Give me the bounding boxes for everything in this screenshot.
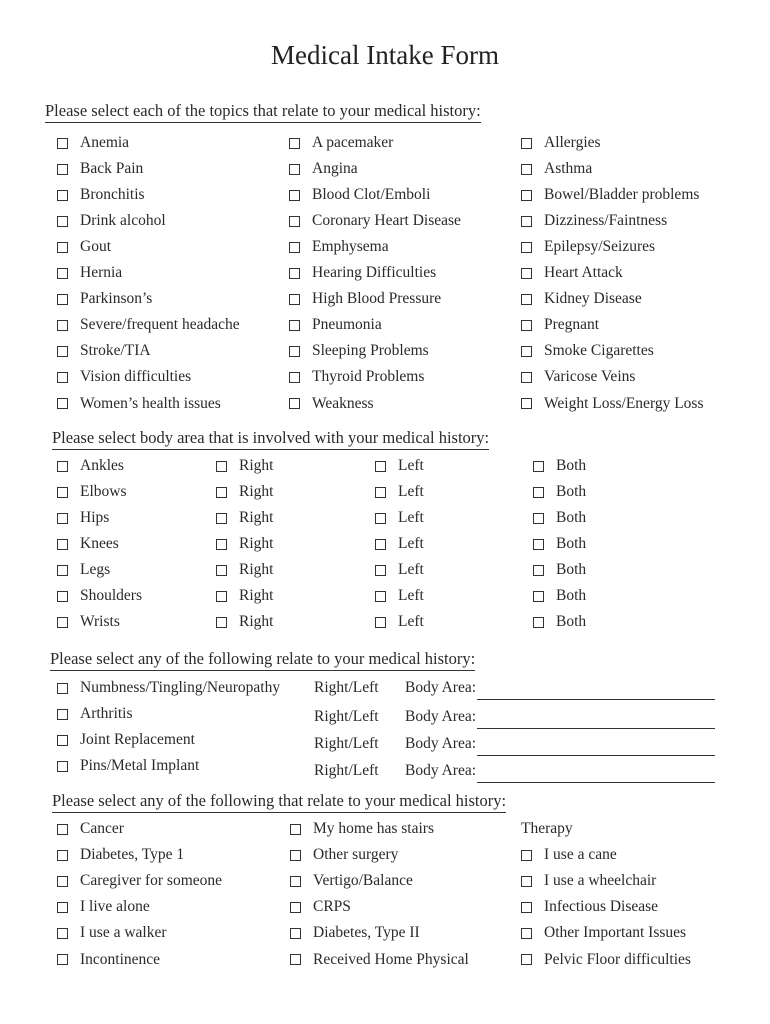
- topic-weight-loss-energy-loss[interactable]: [521, 392, 703, 416]
- checkbox[interactable]: [289, 190, 300, 201]
- checkbox[interactable]: [521, 242, 532, 253]
- area-ankles-right[interactable]: [216, 454, 273, 478]
- checkbox[interactable]: [521, 876, 532, 887]
- option-label: Joint Replacement: [80, 731, 195, 748]
- checkbox[interactable]: [533, 487, 544, 498]
- body-area-input-line[interactable]: [477, 767, 715, 783]
- other-vertigo-balance[interactable]: [290, 869, 413, 893]
- area-knees[interactable]: [57, 532, 119, 556]
- checkbox[interactable]: [289, 294, 300, 305]
- checkbox[interactable]: [289, 268, 300, 279]
- topic-kidney-disease[interactable]: [521, 287, 642, 311]
- option-label: Vision difficulties: [80, 368, 192, 386]
- area-shoulders-both[interactable]: [533, 584, 586, 608]
- checkbox[interactable]: [521, 372, 532, 383]
- topic-severe-frequent-headache[interactable]: [57, 313, 240, 337]
- checkbox[interactable]: [216, 565, 227, 576]
- option-label: Left: [398, 457, 424, 474]
- section-heading-body-area: Please select body area that is involved with your medical history:: [52, 428, 489, 450]
- condition-row: [0, 676, 770, 700]
- other-caregiver-for-someone[interactable]: [57, 869, 222, 893]
- option-label: Coronary Heart Disease: [312, 212, 461, 230]
- area-elbows-both[interactable]: [533, 480, 586, 504]
- checkbox[interactable]: [521, 268, 532, 279]
- other-i-use-a-walker[interactable]: [57, 921, 167, 945]
- topic-row: [0, 209, 770, 233]
- other-pelvic-floor-difficulties[interactable]: [521, 948, 691, 972]
- topic-sleeping-problems[interactable]: [289, 339, 429, 363]
- option-label: Women’s health issues: [80, 394, 221, 412]
- topic-hearing-difficulties[interactable]: [289, 261, 436, 285]
- checkbox[interactable]: [216, 487, 227, 498]
- option-label: Weakness: [312, 394, 374, 412]
- topic-pregnant[interactable]: [521, 313, 599, 337]
- option-label: Wrists: [80, 613, 120, 630]
- checkbox[interactable]: [533, 565, 544, 576]
- checkbox[interactable]: [375, 539, 386, 550]
- checkbox[interactable]: [290, 824, 301, 835]
- body-area-row: [0, 480, 770, 504]
- checkbox[interactable]: [216, 591, 227, 602]
- other-i-use-a-wheelchair[interactable]: [521, 869, 656, 893]
- topic-gout[interactable]: [57, 235, 111, 259]
- option-label: Arthritis: [80, 705, 133, 722]
- area-wrists-right[interactable]: [216, 610, 273, 634]
- area-elbows[interactable]: [57, 480, 127, 504]
- section-heading-topics: Please select each of the topics that relate to your medical history:: [45, 101, 481, 123]
- checkbox[interactable]: [57, 761, 68, 772]
- topic-weakness[interactable]: [289, 392, 374, 416]
- option-label: I use a wheelchair: [544, 872, 657, 890]
- page-title: Medical Intake Form: [271, 40, 499, 70]
- other-diabetes-type-ii[interactable]: [290, 921, 420, 945]
- option-label: Hips: [80, 509, 110, 526]
- other-row: [0, 869, 770, 893]
- checkbox[interactable]: [521, 138, 532, 149]
- other-row: [0, 895, 770, 919]
- option-label: Numbness/Tingling/Neuropathy: [80, 679, 281, 696]
- checkbox[interactable]: [57, 735, 68, 746]
- option-label: Incontinence: [80, 950, 161, 968]
- body-area-field[interactable]: [405, 732, 715, 756]
- option-label: Thyroid Problems: [312, 368, 425, 386]
- area-hips-both[interactable]: [533, 506, 586, 530]
- topic-row: [0, 157, 770, 181]
- checkbox[interactable]: [289, 398, 300, 409]
- option-label: Cancer: [80, 820, 124, 837]
- topic-row: [0, 365, 770, 389]
- condition-pins-metal-implant[interactable]: [57, 754, 199, 778]
- option-label: Shoulders: [80, 587, 142, 604]
- other-row: [0, 948, 770, 972]
- area-ankles-both[interactable]: [533, 454, 586, 478]
- option-label: Drink alcohol: [80, 212, 166, 230]
- area-hips-right[interactable]: [216, 506, 273, 530]
- topic-women-s-health-issues[interactable]: [57, 392, 221, 416]
- option-label: My home has stairs: [313, 820, 434, 837]
- checkbox[interactable]: [533, 591, 544, 602]
- topic-dizziness-faintness[interactable]: [521, 209, 667, 233]
- option-label: Right: [239, 483, 274, 500]
- checkbox[interactable]: [57, 487, 68, 498]
- option-label: Diabetes, Type 1: [80, 846, 185, 864]
- topic-anemia[interactable]: [57, 131, 129, 155]
- checkbox[interactable]: [57, 138, 68, 149]
- checkbox[interactable]: [57, 591, 68, 602]
- topic-row: [0, 131, 770, 155]
- checkbox[interactable]: [57, 617, 68, 628]
- topic-vision-difficulties[interactable]: [57, 365, 191, 389]
- topic-bronchitis[interactable]: [57, 183, 145, 207]
- body-area-row: [0, 532, 770, 556]
- topic-epilepsy-seizures[interactable]: [521, 235, 655, 259]
- other-row: [0, 817, 770, 841]
- option-label: Other Important Issues: [544, 924, 687, 942]
- option-label: Other surgery: [313, 846, 399, 864]
- checkbox[interactable]: [533, 617, 544, 628]
- option-label: Epilepsy/Seizures: [544, 238, 656, 256]
- checkbox[interactable]: [57, 683, 68, 694]
- topic-drink-alcohol[interactable]: [57, 209, 166, 233]
- checkbox[interactable]: [289, 164, 300, 175]
- option-label: Vertigo/Balance: [313, 872, 413, 890]
- option-label: Legs: [80, 561, 111, 578]
- body-area-row: [0, 584, 770, 608]
- other-my-home-has-stairs[interactable]: [290, 817, 434, 841]
- topic-heart-attack[interactable]: [521, 261, 623, 285]
- checkbox[interactable]: [57, 268, 68, 279]
- option-label: Anemia: [80, 134, 130, 151]
- option-label: Both: [556, 561, 587, 578]
- option-label: High Blood Pressure: [312, 290, 442, 308]
- option-label: Emphysema: [312, 238, 389, 256]
- option-label: Severe/frequent headache: [80, 316, 240, 334]
- topic-parkinson-s[interactable]: [57, 287, 152, 311]
- other-row: [0, 843, 770, 867]
- topic-bowel-bladder-problems[interactable]: [521, 183, 699, 207]
- checkbox[interactable]: [521, 902, 532, 913]
- section-heading-other: Please select any of the following that relate to your medical history:: [52, 791, 506, 813]
- other-received-home-physical[interactable]: [290, 948, 469, 972]
- checkbox[interactable]: [533, 539, 544, 550]
- checkbox[interactable]: [216, 461, 227, 472]
- option-label: Blood Clot/Emboli: [312, 186, 431, 204]
- body-area-row: [0, 610, 770, 634]
- checkbox[interactable]: [290, 954, 301, 965]
- checkbox[interactable]: [521, 954, 532, 965]
- topic-high-blood-pressure[interactable]: [289, 287, 441, 311]
- condition-arthritis[interactable]: [57, 702, 133, 726]
- area-elbows-left[interactable]: [375, 480, 424, 504]
- checkbox[interactable]: [290, 902, 301, 913]
- option-label: Bowel/Bladder problems: [544, 186, 700, 204]
- body-area-row: [0, 558, 770, 582]
- checkbox[interactable]: [375, 513, 386, 524]
- checkbox[interactable]: [57, 539, 68, 550]
- checkbox[interactable]: [57, 461, 68, 472]
- option-label: Asthma: [544, 160, 593, 178]
- topic-coronary-heart-disease[interactable]: [289, 209, 461, 233]
- checkbox[interactable]: [521, 346, 532, 357]
- checkbox[interactable]: [521, 216, 532, 227]
- option-label: Hearing Difficulties: [312, 264, 437, 282]
- checkbox[interactable]: [57, 928, 68, 939]
- checkbox[interactable]: [57, 372, 68, 383]
- side-label: Right/Left: [314, 735, 379, 752]
- topic-asthma[interactable]: [521, 157, 592, 181]
- checkbox[interactable]: [57, 294, 68, 305]
- option-label: Diabetes, Type II: [313, 924, 420, 942]
- topic-pneumonia[interactable]: [289, 313, 382, 337]
- option-label: Right: [239, 457, 274, 474]
- checkbox[interactable]: [375, 487, 386, 498]
- other-cancer[interactable]: [57, 817, 124, 841]
- condition-row: [0, 754, 770, 778]
- option-label: Elbows: [80, 483, 127, 500]
- area-wrists-left[interactable]: [375, 610, 424, 634]
- other-i-live-alone[interactable]: [57, 895, 150, 919]
- checkbox[interactable]: [289, 346, 300, 357]
- option-label: Left: [398, 613, 424, 630]
- option-label: Both: [556, 535, 587, 552]
- option-label: Right: [239, 509, 274, 526]
- checkbox[interactable]: [289, 138, 300, 149]
- checkbox[interactable]: [57, 709, 68, 720]
- other-crps[interactable]: [290, 895, 351, 919]
- checkbox[interactable]: [57, 190, 68, 201]
- checkbox[interactable]: [57, 216, 68, 227]
- condition-row: [0, 728, 770, 752]
- checkbox[interactable]: [57, 513, 68, 524]
- option-label: Right: [239, 561, 274, 578]
- body-area-field[interactable]: [405, 759, 715, 783]
- other-other-important-issues[interactable]: [521, 921, 686, 945]
- area-ankles-left[interactable]: [375, 454, 424, 478]
- other-incontinence[interactable]: [57, 948, 160, 972]
- topic-row: [0, 392, 770, 416]
- area-elbows-right[interactable]: [216, 480, 273, 504]
- body-area-row: [0, 454, 770, 478]
- option-label: Right: [239, 587, 274, 604]
- option-label: Both: [556, 509, 587, 526]
- checkbox[interactable]: [375, 591, 386, 602]
- option-label: Allergies: [544, 134, 601, 151]
- area-shoulders[interactable]: [57, 584, 142, 608]
- option-label: Sleeping Problems: [312, 342, 429, 360]
- checkbox[interactable]: [289, 372, 300, 383]
- checkbox[interactable]: [289, 216, 300, 227]
- checkbox[interactable]: [57, 824, 68, 835]
- topic-row: [0, 313, 770, 337]
- option-label: Back Pain: [80, 160, 144, 178]
- checkbox[interactable]: [216, 539, 227, 550]
- checkbox[interactable]: [57, 954, 68, 965]
- option-label: Angina: [312, 160, 358, 178]
- option-label: Hernia: [80, 264, 123, 282]
- condition-row: [0, 702, 770, 726]
- option-label: Knees: [80, 535, 119, 552]
- option-label: CRPS: [313, 898, 351, 916]
- option-label: Left: [398, 483, 424, 500]
- checkbox[interactable]: [290, 850, 301, 861]
- area-knees-both[interactable]: [533, 532, 586, 556]
- checkbox[interactable]: [290, 876, 301, 887]
- body-area-input-line[interactable]: [477, 713, 715, 729]
- topic-angina[interactable]: [289, 157, 358, 181]
- checkbox[interactable]: [57, 565, 68, 576]
- topic-row: [0, 183, 770, 207]
- section-heading-conditions: Please select any of the following relate to your medical history:: [50, 649, 475, 671]
- option-label: Both: [556, 457, 587, 474]
- area-legs[interactable]: [57, 558, 110, 582]
- topic-hernia[interactable]: [57, 261, 122, 285]
- area-wrists[interactable]: [57, 610, 120, 634]
- option-label: Pins/Metal Implant: [80, 757, 200, 774]
- area-shoulders-left[interactable]: [375, 584, 424, 608]
- option-label: Bronchitis: [80, 186, 145, 204]
- area-wrists-both[interactable]: [533, 610, 586, 634]
- topic-smoke-cigarettes[interactable]: [521, 339, 654, 363]
- checkbox[interactable]: [521, 850, 532, 861]
- topic-row: [0, 287, 770, 311]
- option-label: Parkinson’s: [80, 290, 153, 308]
- checkbox[interactable]: [57, 902, 68, 913]
- other-i-use-a-cane[interactable]: [521, 843, 617, 867]
- other-infectious-disease[interactable]: [521, 895, 658, 919]
- body-area-row: [0, 506, 770, 530]
- checkbox[interactable]: [521, 294, 532, 305]
- checkbox[interactable]: [375, 565, 386, 576]
- option-label: Left: [398, 509, 424, 526]
- area-legs-right[interactable]: [216, 558, 273, 582]
- checkbox[interactable]: [533, 513, 544, 524]
- topic-stroke-tia[interactable]: [57, 339, 151, 363]
- topic-row: [0, 235, 770, 259]
- area-legs-left[interactable]: [375, 558, 424, 582]
- condition-numbness-tingling-neuropathy[interactable]: [57, 676, 280, 700]
- topic-a-pacemaker[interactable]: [289, 131, 393, 155]
- option-label: Gout: [80, 238, 111, 256]
- checkbox[interactable]: [289, 242, 300, 253]
- area-hips-left[interactable]: [375, 506, 424, 530]
- body-area-input-line[interactable]: [477, 684, 715, 700]
- checkbox[interactable]: [57, 164, 68, 175]
- option-label: Smoke Cigarettes: [544, 342, 654, 360]
- option-label: Kidney Disease: [544, 290, 642, 308]
- checkbox[interactable]: [521, 928, 532, 939]
- area-hips[interactable]: [57, 506, 109, 530]
- option-label: A pacemaker: [312, 134, 394, 151]
- other-diabetes-type-1[interactable]: [57, 843, 184, 867]
- area-shoulders-right[interactable]: [216, 584, 273, 608]
- checkbox[interactable]: [289, 320, 300, 331]
- option-label: Left: [398, 561, 424, 578]
- checkbox[interactable]: [216, 513, 227, 524]
- option-label: Received Home Physical: [313, 950, 469, 968]
- option-label: I use a cane: [544, 846, 617, 864]
- checkbox[interactable]: [521, 190, 532, 201]
- body-area-label: Body Area:: [405, 762, 477, 779]
- checkbox[interactable]: [375, 461, 386, 472]
- option-label: Both: [556, 483, 587, 500]
- checkbox[interactable]: [290, 928, 301, 939]
- option-label: Both: [556, 587, 587, 604]
- side-label: Right/Left: [314, 762, 379, 779]
- area-legs-both[interactable]: [533, 558, 586, 582]
- body-area-field[interactable]: [405, 705, 715, 729]
- option-label: Ankles: [80, 457, 124, 474]
- option-label: Caregiver for someone: [80, 872, 223, 890]
- checkbox[interactable]: [521, 398, 532, 409]
- body-area-label: Body Area:: [405, 708, 477, 725]
- topic-allergies[interactable]: [521, 131, 601, 155]
- topic-back-pain[interactable]: [57, 157, 143, 181]
- topic-row: [0, 339, 770, 363]
- side-label: Right/Left: [314, 708, 379, 725]
- option-label: Left: [398, 535, 424, 552]
- checkbox[interactable]: [57, 398, 68, 409]
- area-ankles[interactable]: [57, 454, 124, 478]
- checkbox[interactable]: [57, 876, 68, 887]
- topic-row: [0, 261, 770, 285]
- checkbox[interactable]: [521, 320, 532, 331]
- option-label: Dizziness/Faintness: [544, 212, 668, 230]
- checkbox[interactable]: [533, 461, 544, 472]
- topic-emphysema[interactable]: [289, 235, 389, 259]
- option-label: Pelvic Floor difficulties: [544, 950, 691, 968]
- area-knees-right[interactable]: [216, 532, 273, 556]
- topic-thyroid-problems[interactable]: [289, 365, 424, 389]
- option-label: Both: [556, 613, 587, 630]
- other-row: [0, 921, 770, 945]
- topic-blood-clot-emboli[interactable]: [289, 183, 430, 207]
- therapy-label: Therapy: [521, 820, 573, 837]
- option-label: Weight Loss/Energy Loss: [544, 394, 704, 412]
- body-area-label: Body Area:: [405, 679, 477, 696]
- checkbox[interactable]: [57, 850, 68, 861]
- topic-varicose-veins[interactable]: [521, 365, 635, 389]
- checkbox[interactable]: [57, 320, 68, 331]
- option-label: Stroke/TIA: [80, 342, 151, 360]
- checkbox[interactable]: [521, 164, 532, 175]
- option-label: Pregnant: [544, 316, 600, 334]
- option-label: Right: [239, 613, 274, 630]
- other-other-surgery[interactable]: [290, 843, 398, 867]
- side-label: Right/Left: [314, 679, 379, 696]
- checkbox[interactable]: [375, 617, 386, 628]
- checkbox[interactable]: [57, 242, 68, 253]
- condition-joint-replacement[interactable]: [57, 728, 195, 752]
- option-label: Pneumonia: [312, 316, 382, 334]
- checkbox[interactable]: [216, 617, 227, 628]
- option-label: I use a walker: [80, 924, 167, 942]
- option-label: I live alone: [80, 898, 150, 916]
- body-area-field[interactable]: [405, 676, 715, 700]
- area-knees-left[interactable]: [375, 532, 424, 556]
- option-label: Varicose Veins: [544, 368, 636, 386]
- option-label: Left: [398, 587, 424, 604]
- option-label: Infectious Disease: [544, 898, 659, 916]
- option-label: Right: [239, 535, 274, 552]
- body-area-label: Body Area:: [405, 735, 477, 752]
- checkbox[interactable]: [57, 346, 68, 357]
- option-label: Heart Attack: [544, 264, 623, 282]
